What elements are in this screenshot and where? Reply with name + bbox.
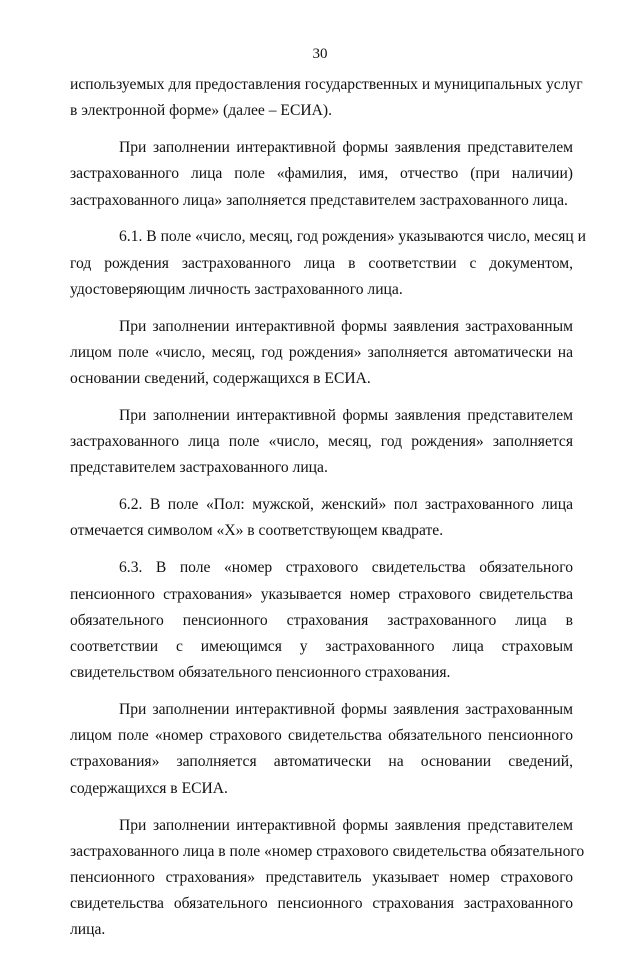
text-line: застрахованного лица поле «фамилия, имя, отчество (при наличии) [70,165,573,183]
text-line: лица. [70,921,106,939]
text-line: пенсионного страхования» представитель указывает номер страхового [70,868,573,886]
text-line: 6.1. В поле «число, месяц, год рождения» указываются число, месяц и [119,228,586,246]
paragraph [70,813,585,944]
paragraph [70,697,573,802]
text-line: содержащихся в ЕСИА. [70,779,228,797]
text-line: При заполнении интерактивной формы заявления застрахованным [119,317,573,335]
text-line: представителем застрахованного лица. [70,459,328,477]
text-line: лицом поле «номер страхового свидетельства обязательного пенсионного [70,727,573,745]
text-line: свидетельством обязательного пенсионного страхования. [70,664,451,682]
text-line: свидетельства обязательного пенсионного страхования застрахованного [70,895,573,913]
text-line: При заполнении интерактивной формы заявления представителем [119,406,573,424]
paragraph [70,224,586,303]
text-line: При заполнении интерактивной формы заявления представителем [119,816,573,834]
text-line: пенсионного страхования» указывается номер страхового свидетельства [70,585,573,603]
text-line: удостоверяющим личность застрахованного лица. [70,280,403,298]
paragraph [70,403,573,482]
text-line: При заполнении интерактивной формы заявления застрахованным [119,701,573,719]
text-line: используемых для предоставления государственных и муниципальных услуг [70,76,583,93]
text-line: 6.2. В поле «Пол: мужской, женский» пол застрахованного лица [119,496,573,514]
text-line: застрахованного лица в поле «номер страхового свидетельства обязательного [70,842,585,860]
text-line: соответствии с имеющимся у застрахованного лица страховым [70,637,573,655]
document-body [70,72,586,954]
text-line: обязательного пенсионного страхования застрахованного лица в [70,611,573,629]
text-line: страхования» заполняется автоматически на основании сведений, [70,753,573,771]
text-line: 6.3. В поле «номер страхового свидетельства обязательного [119,559,573,577]
page-number: 30 [312,46,328,62]
text-line: отмечается символом «Х» в соответствующем квадрате. [70,522,444,540]
paragraph [70,72,583,124]
paragraph [70,555,573,686]
paragraph [70,135,573,214]
text-line: основании сведений, содержащихся в ЕСИА. [70,370,371,388]
text-line: в электронной форме» (далее – ЕСИА). [70,102,332,120]
paragraph [70,492,573,544]
text-line: При заполнении интерактивной формы заявления представителем [119,139,573,157]
text-line: застрахованного лица поле «число, месяц, год рождения» заполняется [70,433,573,451]
text-line: год рождения застрахованного лица в соответствии с документом, [70,254,573,272]
paragraph [70,314,573,393]
text-line: застрахованного лица» заполняется представителем застрахованного лица. [70,191,568,209]
text-line: лицом поле «число, месяц, год рождения» заполняется автоматически на [70,343,573,361]
